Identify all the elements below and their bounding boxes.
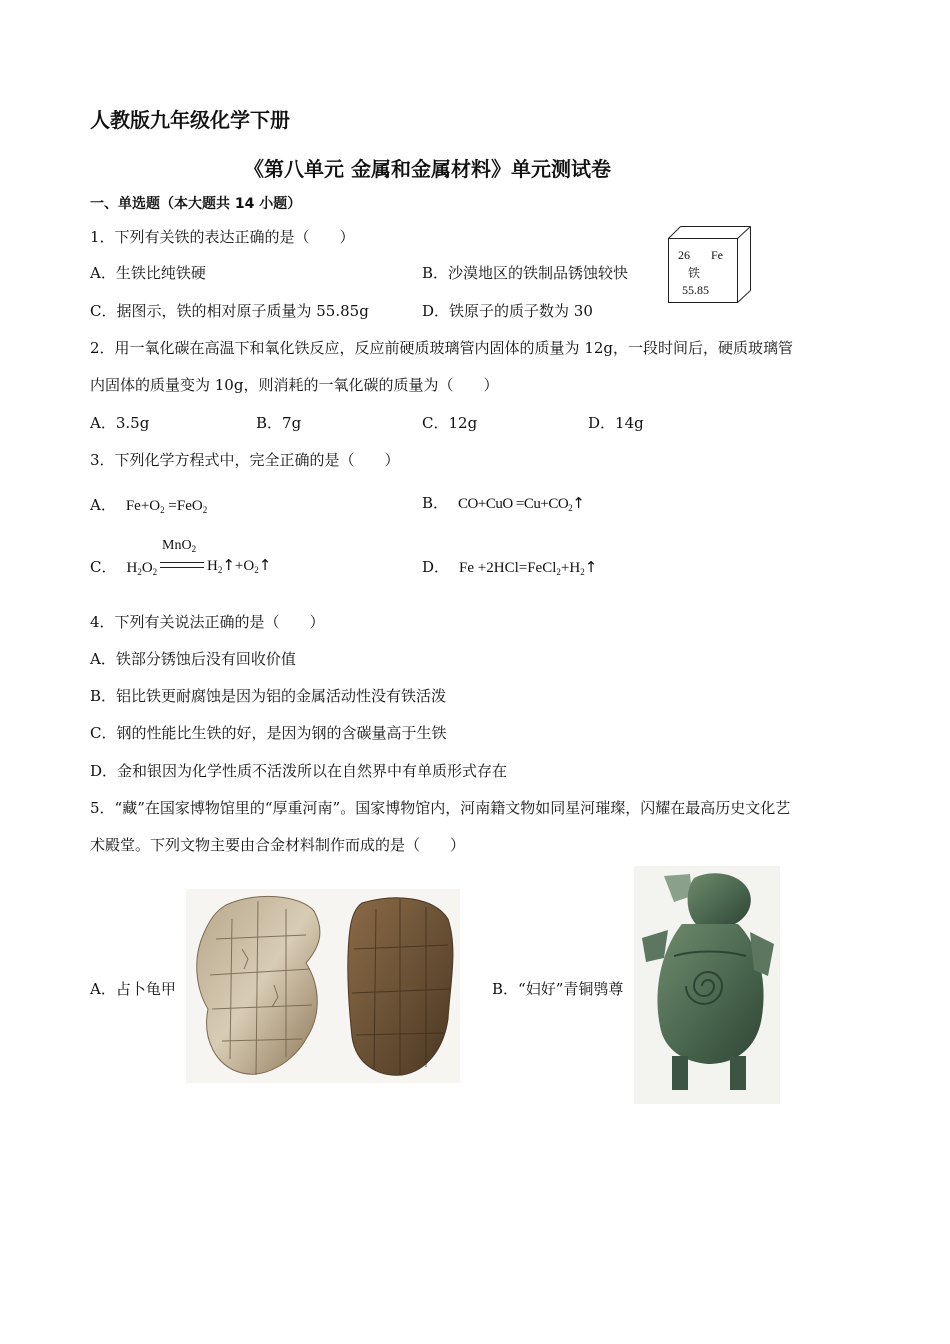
- periodic-table-tile: [668, 226, 752, 304]
- element-symbol: Fe: [711, 248, 723, 262]
- atomic-mass: 55.85: [682, 283, 709, 297]
- q2-option-a: A．3.5g: [90, 414, 150, 432]
- q1-option-b: B．沙漠地区的铁制品锈蚀较快: [422, 264, 629, 282]
- exam-title: 《第八单元 金属和金属材料》单元测试卷: [244, 157, 611, 181]
- bronze-owl-vessel-photo: [634, 866, 780, 1104]
- q4-stem: 4．下列有关说法正确的是（ ）: [90, 613, 325, 631]
- q2-stem-line1: 2．用一氧化碳在高温下和氧化铁反应，反应前硬质玻璃管内固体的质量为 12g，一段时间后，硬质玻璃管: [90, 339, 794, 357]
- q1-stem: 1．下列有关铁的表达正确的是（ ）: [90, 228, 355, 246]
- q3-option-a-label: A．: [90, 496, 116, 514]
- q4-option-a: A．铁部分锈蚀后没有回收价值: [90, 650, 296, 668]
- q5-stem-line2: 术殿堂。下列文物主要由合金材料制作而成的是（ ）: [90, 836, 466, 854]
- q3-c-products: $H_2↑+O_2↑$: [207, 556, 272, 575]
- q3-option-c-label: C．: [90, 558, 117, 576]
- element-name: 铁: [688, 266, 701, 280]
- q1-option-d: D．铁原子的质子数为 30: [422, 302, 593, 320]
- atomic-number: 26: [678, 248, 690, 262]
- q1-option-c: C．据图示，铁的相对原子质量为 55.85g: [90, 302, 369, 320]
- q3-option-d-label: D．: [422, 558, 450, 576]
- q3-option-c-equation: $H_2O_2$: [126, 560, 158, 577]
- q3-option-d: [422, 556, 597, 577]
- q3-option-a: [90, 494, 207, 515]
- q2-option-b: B．7g: [256, 414, 302, 432]
- q4-option-c: C．钢的性能比生铁的好，是因为钢的含碳量高于生铁: [90, 724, 447, 742]
- q5-option-b: B．“妇好”青铜鸮尊: [492, 980, 624, 998]
- q2-option-c: C．12g: [422, 414, 478, 432]
- q3-option-a-equation: $Fe+O_2 =FeO_2$: [125, 498, 208, 515]
- q5-option-a: A．占卜龟甲: [90, 980, 176, 998]
- turtle-shell-photo: [186, 889, 460, 1083]
- q3-option-d-equation: $Fe +2HCl=FeCl_2+H_2↑$: [459, 558, 598, 577]
- q2-stem-line2: 内固体的质量变为 10g，则消耗的一氧化碳的质量为（ ）: [90, 376, 499, 394]
- section-heading: 一、单选题（本大题共 14 小题）: [90, 196, 302, 212]
- q3-option-c: [90, 556, 157, 577]
- q3-stem: 3．下列化学方程式中，完全正确的是（ ）: [90, 451, 400, 469]
- q1-option-a: A．生铁比纯铁硬: [90, 264, 206, 282]
- q2-option-d: D．14g: [588, 414, 644, 432]
- tile-frame: [668, 226, 752, 304]
- q4-option-b: B．铝比铁更耐腐蚀是因为铝的金属活动性没有铁活泼: [90, 687, 447, 705]
- q3-c-reaction-bar: [160, 562, 204, 568]
- q5-stem-line1: 5．“藏”在国家博物馆里的“厚重河南”。国家博物馆内，河南籍文物如同星河璀璨，闪耀在最高历史文化艺: [90, 799, 791, 817]
- q3-option-b-equation: $CO+CuO =Cu+CO_2↑$: [458, 494, 585, 513]
- subject-title: 人教版九年级化学下册: [90, 108, 290, 132]
- q3-option-b: [422, 492, 584, 513]
- q3-c-catalyst: MnO$_2$: [162, 538, 197, 554]
- q3-option-b-label: B．: [422, 494, 449, 512]
- q4-option-d: D．金和银因为化学性质不活泼所以在自然界中有单质形式存在: [90, 762, 508, 780]
